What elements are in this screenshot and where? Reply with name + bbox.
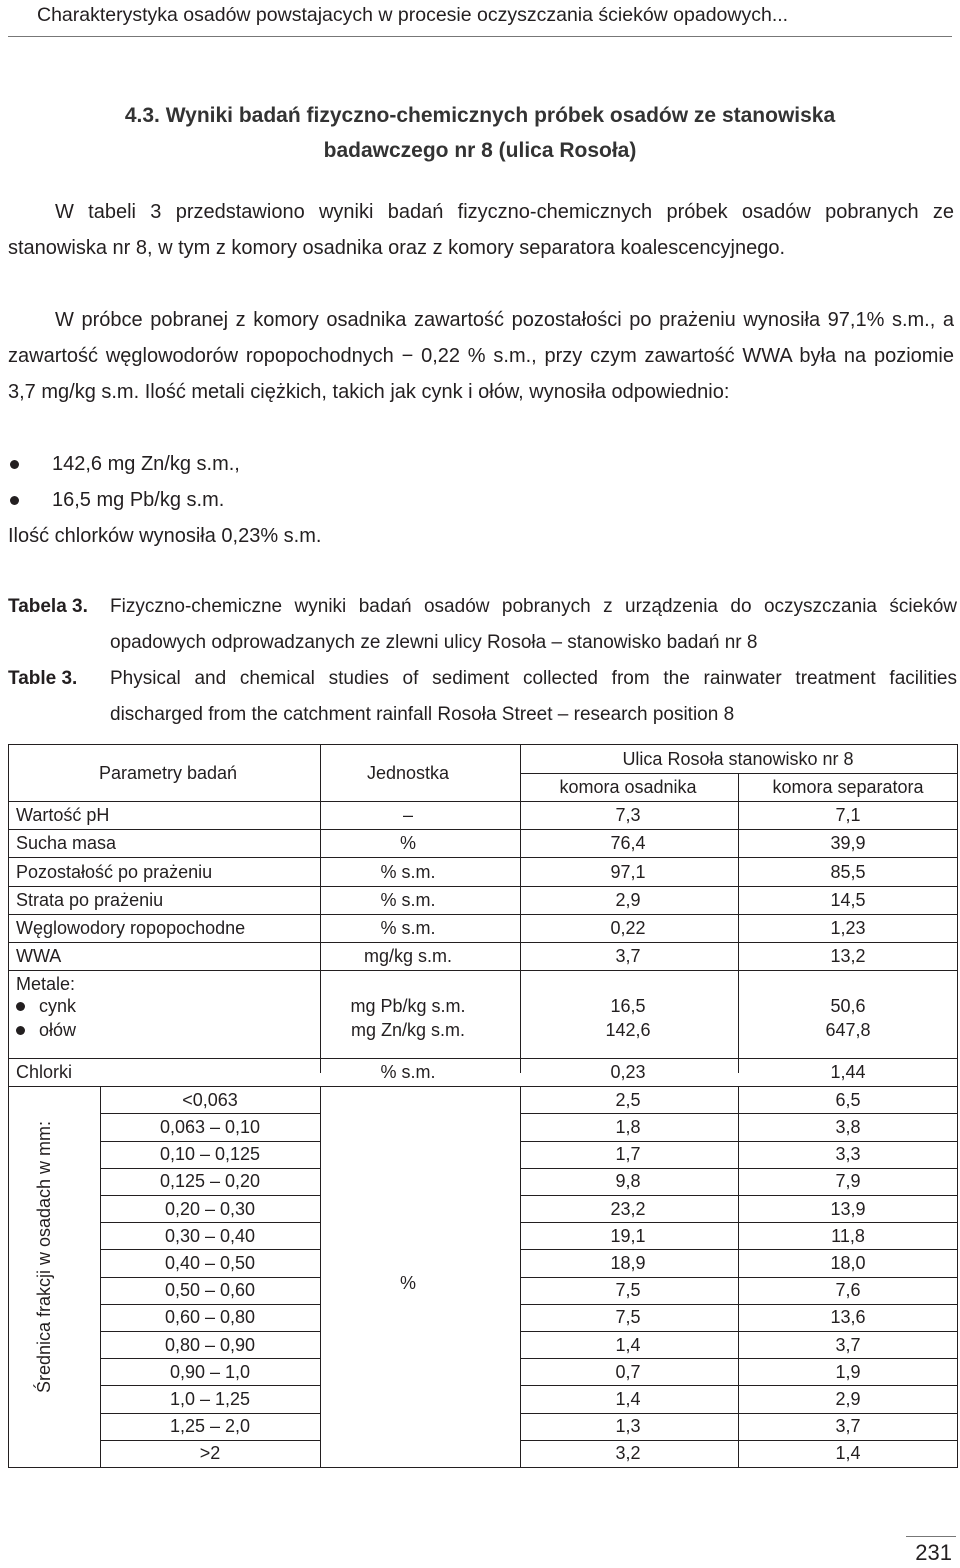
fraction-value-separator: 1,9 bbox=[835, 1361, 861, 1382]
section-title-line-2: badawczego nr 8 (ulica Rosoła) bbox=[323, 139, 637, 162]
chlorides-param: Chlorki bbox=[16, 1062, 73, 1083]
table-row-divider bbox=[8, 970, 958, 971]
fraction-range: 0,20 – 0,30 bbox=[164, 1198, 256, 1219]
fraction-range: 0,80 – 0,90 bbox=[164, 1334, 256, 1355]
row-value-separator: 7,1 bbox=[835, 805, 861, 826]
header-rule bbox=[8, 36, 952, 37]
fraction-value-separator: 7,9 bbox=[835, 1171, 861, 1192]
fraction-row-divider bbox=[100, 1331, 320, 1332]
fraction-value-separator: 6,5 bbox=[835, 1089, 861, 1110]
row-unit: – bbox=[402, 805, 413, 826]
fraction-row-divider bbox=[520, 1277, 958, 1278]
fractions-unit: % bbox=[399, 1272, 416, 1293]
chlorides-value-osadnik: 0,23 bbox=[610, 1062, 646, 1083]
bullet-dot-icon bbox=[10, 460, 19, 469]
fraction-row-divider bbox=[520, 1304, 958, 1305]
fraction-value-separator: 3,8 bbox=[835, 1117, 861, 1137]
fraction-range: 1,25 – 2,0 bbox=[169, 1416, 251, 1437]
row-param: WWA bbox=[16, 946, 62, 967]
header-subdivider bbox=[520, 773, 958, 774]
fraction-value-osadnik: 1,8 bbox=[615, 1117, 641, 1137]
fraction-range: 0,90 – 1,0 bbox=[169, 1361, 251, 1382]
fraction-row-divider bbox=[100, 1113, 320, 1114]
fraction-range: 0,063 – 0,10 bbox=[159, 1117, 261, 1137]
fraction-range: 0,40 – 0,50 bbox=[164, 1253, 256, 1273]
caption-pl-label: Tabela 3. bbox=[8, 596, 88, 617]
row-value-separator: 13,2 bbox=[830, 946, 866, 967]
metal-param bbox=[16, 996, 76, 1016]
fraction-row-divider bbox=[520, 1249, 958, 1250]
running-head: Charakterystyka osadów powstajacych w procesie oczyszczania ścieków opadowych... bbox=[37, 4, 789, 26]
caption-pl-text: Fizyczno-chemiczne wyniki badań osadów pobranych z urządzenia do oczyszczania ścieków opadowych odprowadzanych ze zlewni ulicy Rosoła – stanowisko badań nr 8 bbox=[110, 596, 957, 653]
row-value-osadnik: 3,7 bbox=[615, 946, 641, 967]
fraction-value-osadnik: 1,7 bbox=[615, 1144, 641, 1165]
fraction-value-osadnik: 7,5 bbox=[615, 1280, 641, 1301]
table-row-divider bbox=[8, 886, 958, 887]
fraction-value-separator: 13,9 bbox=[830, 1198, 866, 1219]
fraction-range: 0,10 – 0,125 bbox=[159, 1144, 261, 1165]
row-unit: % s.m. bbox=[380, 861, 436, 882]
table-row-divider bbox=[8, 829, 958, 830]
page-number-rule bbox=[906, 1536, 956, 1537]
metals-label: Metale: bbox=[16, 974, 76, 995]
fraction-value-separator: 13,6 bbox=[830, 1307, 866, 1328]
fraction-row-divider bbox=[520, 1141, 958, 1142]
fraction-value-osadnik: 19,1 bbox=[610, 1225, 646, 1246]
fraction-value-separator: 2,9 bbox=[835, 1389, 861, 1409]
fraction-value-osadnik: 7,5 bbox=[615, 1307, 641, 1328]
fraction-row-divider bbox=[520, 1358, 958, 1359]
row-value-osadnik: 2,9 bbox=[615, 889, 641, 910]
fraction-row-divider bbox=[100, 1168, 320, 1169]
paragraph-results: W próbce pobranej z komory osadnika zawartość pozostałości po prażeniu wynosiła 97,1% s.m., a zawartość węglowodorów ropopochodnych − 0,22 % s.m., przy czym zawartość WWA była na poziomie 3,7 mg/kg s.m. Ilość metali ciężkich, takich jak cynk i ołów, wynosiła odpowiednio: bbox=[8, 309, 954, 403]
fraction-row-divider bbox=[520, 1413, 958, 1414]
fraction-row-divider bbox=[520, 1331, 958, 1332]
fraction-range: <0,063 bbox=[182, 1089, 238, 1110]
fraction-row-divider bbox=[100, 1440, 320, 1441]
metal-value-separator: 50,6 bbox=[830, 996, 866, 1017]
fractions-vertical-label: Średnica frakcji w osadach w mm: bbox=[34, 1120, 54, 1394]
bullet-dot-icon bbox=[16, 1002, 25, 1011]
bullet-dot-icon bbox=[16, 1026, 25, 1035]
row-unit: mg/kg s.m. bbox=[363, 946, 452, 967]
chlorides-value-separator: 1,44 bbox=[830, 1062, 866, 1083]
header-unit: Jednostka bbox=[366, 763, 450, 783]
fraction-value-separator: 1,4 bbox=[835, 1443, 861, 1464]
row-param: Węglowodory ropopochodne bbox=[16, 917, 246, 938]
row-value-separator: 39,9 bbox=[830, 833, 866, 854]
header-group: Ulica Rosoła stanowisko nr 8 bbox=[622, 749, 854, 769]
row-unit: % s.m. bbox=[380, 917, 436, 938]
row-unit: % s.m. bbox=[380, 889, 436, 910]
metal-value-osadnik: 16,5 bbox=[610, 996, 646, 1017]
fraction-value-separator: 11,8 bbox=[831, 1225, 865, 1246]
fraction-row-divider bbox=[100, 1304, 320, 1305]
paragraph-intro: W tabeli 3 przedstawiono wyniki badań fizyczno-chemicznych próbek osadów pobranych ze stanowiska nr 8, w tym z komory osadnika oraz z komory separatora koalescencyjnego. bbox=[8, 201, 954, 259]
fraction-row-divider bbox=[100, 1277, 320, 1278]
fraction-value-osadnik: 23,2 bbox=[610, 1198, 646, 1219]
metal-param bbox=[16, 1020, 76, 1040]
bullet-text: 142,6 mg Zn/kg s.m., bbox=[52, 453, 240, 475]
header-bottom-rule bbox=[8, 801, 958, 802]
caption-en-text: Physical and chemical studies of sediment collected from the rainwater treatment facilities discharged from the catchment rainfall Rosoła Street – research position 8 bbox=[110, 668, 957, 725]
metal-unit: mg Pb/kg s.m. bbox=[350, 996, 466, 1017]
page-number: 231 bbox=[915, 1540, 952, 1565]
table-row-divider bbox=[8, 942, 958, 943]
row-value-separator: 85,5 bbox=[830, 861, 866, 882]
section-title-line-1: 4.3. Wyniki badań fizyczno-chemicznych próbek osadów ze stanowiska bbox=[124, 104, 836, 127]
fraction-value-osadnik: 1,4 bbox=[615, 1389, 641, 1409]
fraction-range: 1,0 – 1,25 bbox=[169, 1389, 251, 1409]
fraction-range: 0,50 – 0,60 bbox=[164, 1280, 256, 1301]
row-unit: % bbox=[399, 833, 416, 854]
row-value-osadnik: 0,22 bbox=[610, 917, 646, 938]
metal-name: cynk bbox=[39, 996, 77, 1017]
fraction-value-osadnik: 3,2 bbox=[615, 1443, 641, 1464]
metal-name: ołów bbox=[39, 1020, 77, 1041]
row-value-osadnik: 97,1 bbox=[610, 861, 646, 882]
fraction-value-separator: 3,7 bbox=[835, 1334, 861, 1355]
table-row-divider bbox=[8, 914, 958, 915]
fraction-row-divider bbox=[520, 1385, 958, 1386]
closing-line: Ilość chlorków wynosiła 0,23% s.m. bbox=[8, 525, 322, 547]
col-divider-v1-v2 bbox=[738, 773, 739, 1073]
header-col-separator: komora separatora bbox=[772, 777, 924, 797]
table-row-divider bbox=[8, 1086, 958, 1087]
fraction-value-separator: 18,0 bbox=[830, 1253, 866, 1273]
fraction-row-divider bbox=[100, 1249, 320, 1250]
fraction-value-separator: 7,6 bbox=[835, 1280, 861, 1301]
row-param: Wartość pH bbox=[16, 805, 110, 826]
fraction-row-divider bbox=[100, 1141, 320, 1142]
table-row-divider bbox=[8, 857, 958, 858]
header-col-osadnik: komora osadnika bbox=[559, 777, 697, 797]
caption-en-label: Table 3. bbox=[8, 668, 78, 689]
row-value-osadnik: 76,4 bbox=[610, 833, 646, 854]
fraction-row-divider bbox=[100, 1222, 320, 1223]
fraction-value-osadnik: 0,7 bbox=[615, 1361, 641, 1382]
col-divider-unit-v1 bbox=[520, 744, 521, 1073]
fraction-value-osadnik: 18,9 bbox=[610, 1253, 646, 1273]
fraction-range: 0,30 – 0,40 bbox=[164, 1225, 256, 1246]
fraction-value-osadnik: 2,5 bbox=[615, 1089, 641, 1110]
fraction-row-divider bbox=[100, 1385, 320, 1386]
table-row-divider bbox=[8, 1058, 958, 1059]
fraction-row-divider bbox=[100, 1358, 320, 1359]
fraction-row-divider bbox=[520, 1195, 958, 1196]
chlorides-unit: % s.m. bbox=[380, 1062, 436, 1083]
fraction-value-osadnik: 9,8 bbox=[615, 1171, 641, 1192]
metal-unit: mg Zn/kg s.m. bbox=[350, 1020, 466, 1041]
row-value-separator: 1,23 bbox=[830, 917, 866, 938]
fraction-range: 0,125 – 0,20 bbox=[159, 1171, 261, 1192]
metal-value-separator: 647,8 bbox=[825, 1020, 871, 1041]
fraction-row-divider bbox=[520, 1168, 958, 1169]
fraction-row-divider bbox=[520, 1113, 958, 1114]
bullet-text: 16,5 mg Pb/kg s.m. bbox=[52, 489, 225, 511]
row-param: Pozostałość po prażeniu bbox=[16, 861, 213, 882]
fraction-range: 0,60 – 0,80 bbox=[164, 1307, 256, 1328]
fraction-row-divider bbox=[520, 1222, 958, 1223]
fraction-row-divider bbox=[100, 1195, 320, 1196]
row-param: Strata po prażeniu bbox=[16, 889, 164, 910]
fraction-row-divider bbox=[100, 1413, 320, 1414]
bullet-dot-icon bbox=[10, 496, 19, 505]
fraction-value-osadnik: 1,3 bbox=[615, 1416, 641, 1437]
header-param: Parametry badań bbox=[98, 763, 238, 783]
fraction-row-divider bbox=[520, 1440, 958, 1441]
section-title bbox=[0, 98, 960, 168]
fraction-value-osadnik: 1,4 bbox=[615, 1334, 641, 1355]
row-value-separator: 14,5 bbox=[830, 889, 866, 910]
fraction-value-separator: 3,7 bbox=[835, 1416, 861, 1437]
metal-value-osadnik: 142,6 bbox=[605, 1020, 651, 1041]
fraction-value-separator: 3,3 bbox=[835, 1144, 861, 1165]
row-value-osadnik: 7,3 bbox=[615, 805, 641, 826]
fraction-range: >2 bbox=[199, 1443, 221, 1464]
row-param: Sucha masa bbox=[16, 833, 117, 854]
